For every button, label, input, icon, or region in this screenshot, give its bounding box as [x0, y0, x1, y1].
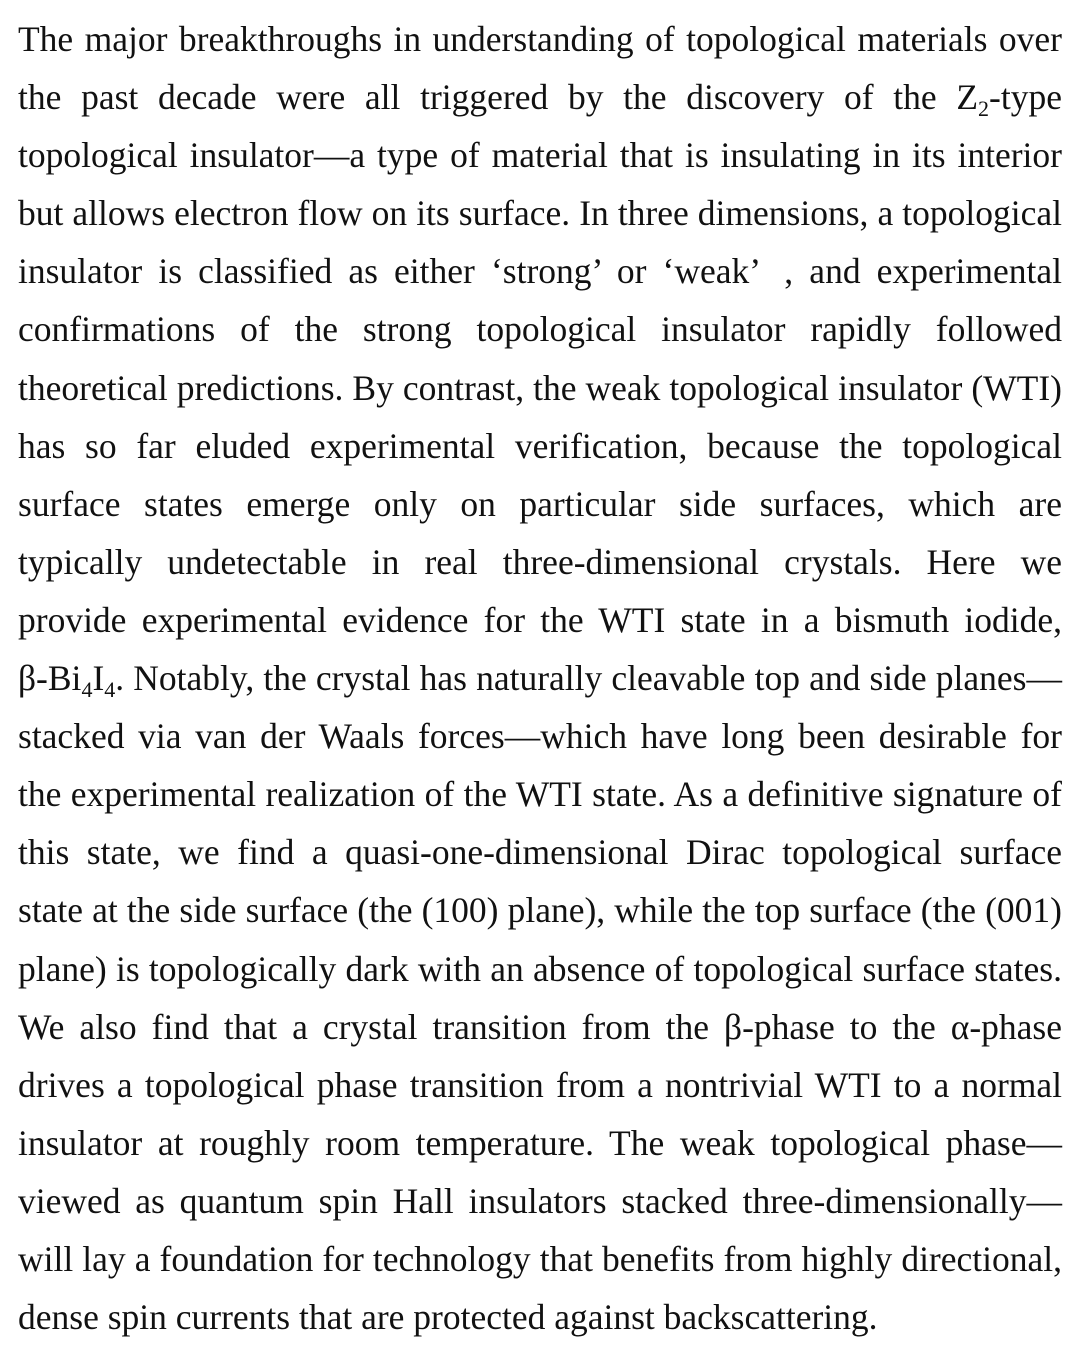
abstract-line: state at the side surface (the (100) plane), while the top surface (the (001) [18, 890, 1062, 931]
subscript: 4 [81, 677, 93, 703]
subscript: 4 [104, 677, 116, 703]
abstract-line: has so far eluded experimental verification, because the topological [18, 425, 1062, 466]
abstract-line: surface states emerge only on particular side surfaces, which are [18, 483, 1062, 524]
abstract-line: the experimental realization of the WTI state. As a definitive signature of [18, 774, 1062, 815]
abstract-line: topological insulator—a type of material that is insulating in its interior [18, 135, 1062, 176]
abstract-line: theoretical predictions. By contrast, the weak topological insulator (WTI) [18, 367, 1062, 408]
abstract-line: insulator at roughly room temperature. The weak topological phase— [18, 1122, 1062, 1163]
abstract-line: will lay a foundation for technology that benefits from highly directional, [18, 1238, 1062, 1279]
abstract-line: drives a topological phase transition from a nontrivial WTI to a normal [18, 1064, 1062, 1105]
abstract-line: provide experimental evidence for the WTI state in a bismuth iodide, [18, 599, 1062, 640]
abstract-line: confirmations of the strong topological insulator rapidly followed [18, 309, 1062, 350]
abstract-line: this state, we find a quasi-one-dimensional Dirac topological surface [18, 832, 1062, 873]
abstract-line: insulator is classified as either ‘strong’ or ‘weak’ , and experimental [18, 251, 1062, 292]
abstract-line: the past decade were all triggered by the discovery of the $Z_2$-type [18, 77, 1062, 122]
abstract-line: dense spin currents that are protected against backscattering. [18, 1297, 878, 1338]
abstract-line: $\beta-Bi_4I_4$. Notably, the crystal has naturally cleavable top and side planes— [18, 658, 1062, 703]
abstract-line: plane) is topologically dark with an absence of topological surface states. [18, 948, 1062, 989]
abstract-line: The major breakthroughs in understanding of topological materials over [18, 19, 1062, 59]
abstract-line: We also find that a crystal transition from the β-phase to the α-phase [18, 1006, 1062, 1047]
abstract-line: but allows electron flow on its surface. In three dimensions, a topological [18, 193, 1062, 234]
abstract-line: typically undetectable in real three-dimensional crystals. Here we [18, 541, 1062, 582]
abstract-text [18, 10, 1062, 1346]
subscript: 2 [978, 96, 990, 122]
abstract-line: viewed as quantum spin Hall insulators stacked three-dimensionally— [18, 1180, 1062, 1221]
abstract-line: stacked via van der Waals forces—which have long been desirable for [18, 716, 1062, 757]
